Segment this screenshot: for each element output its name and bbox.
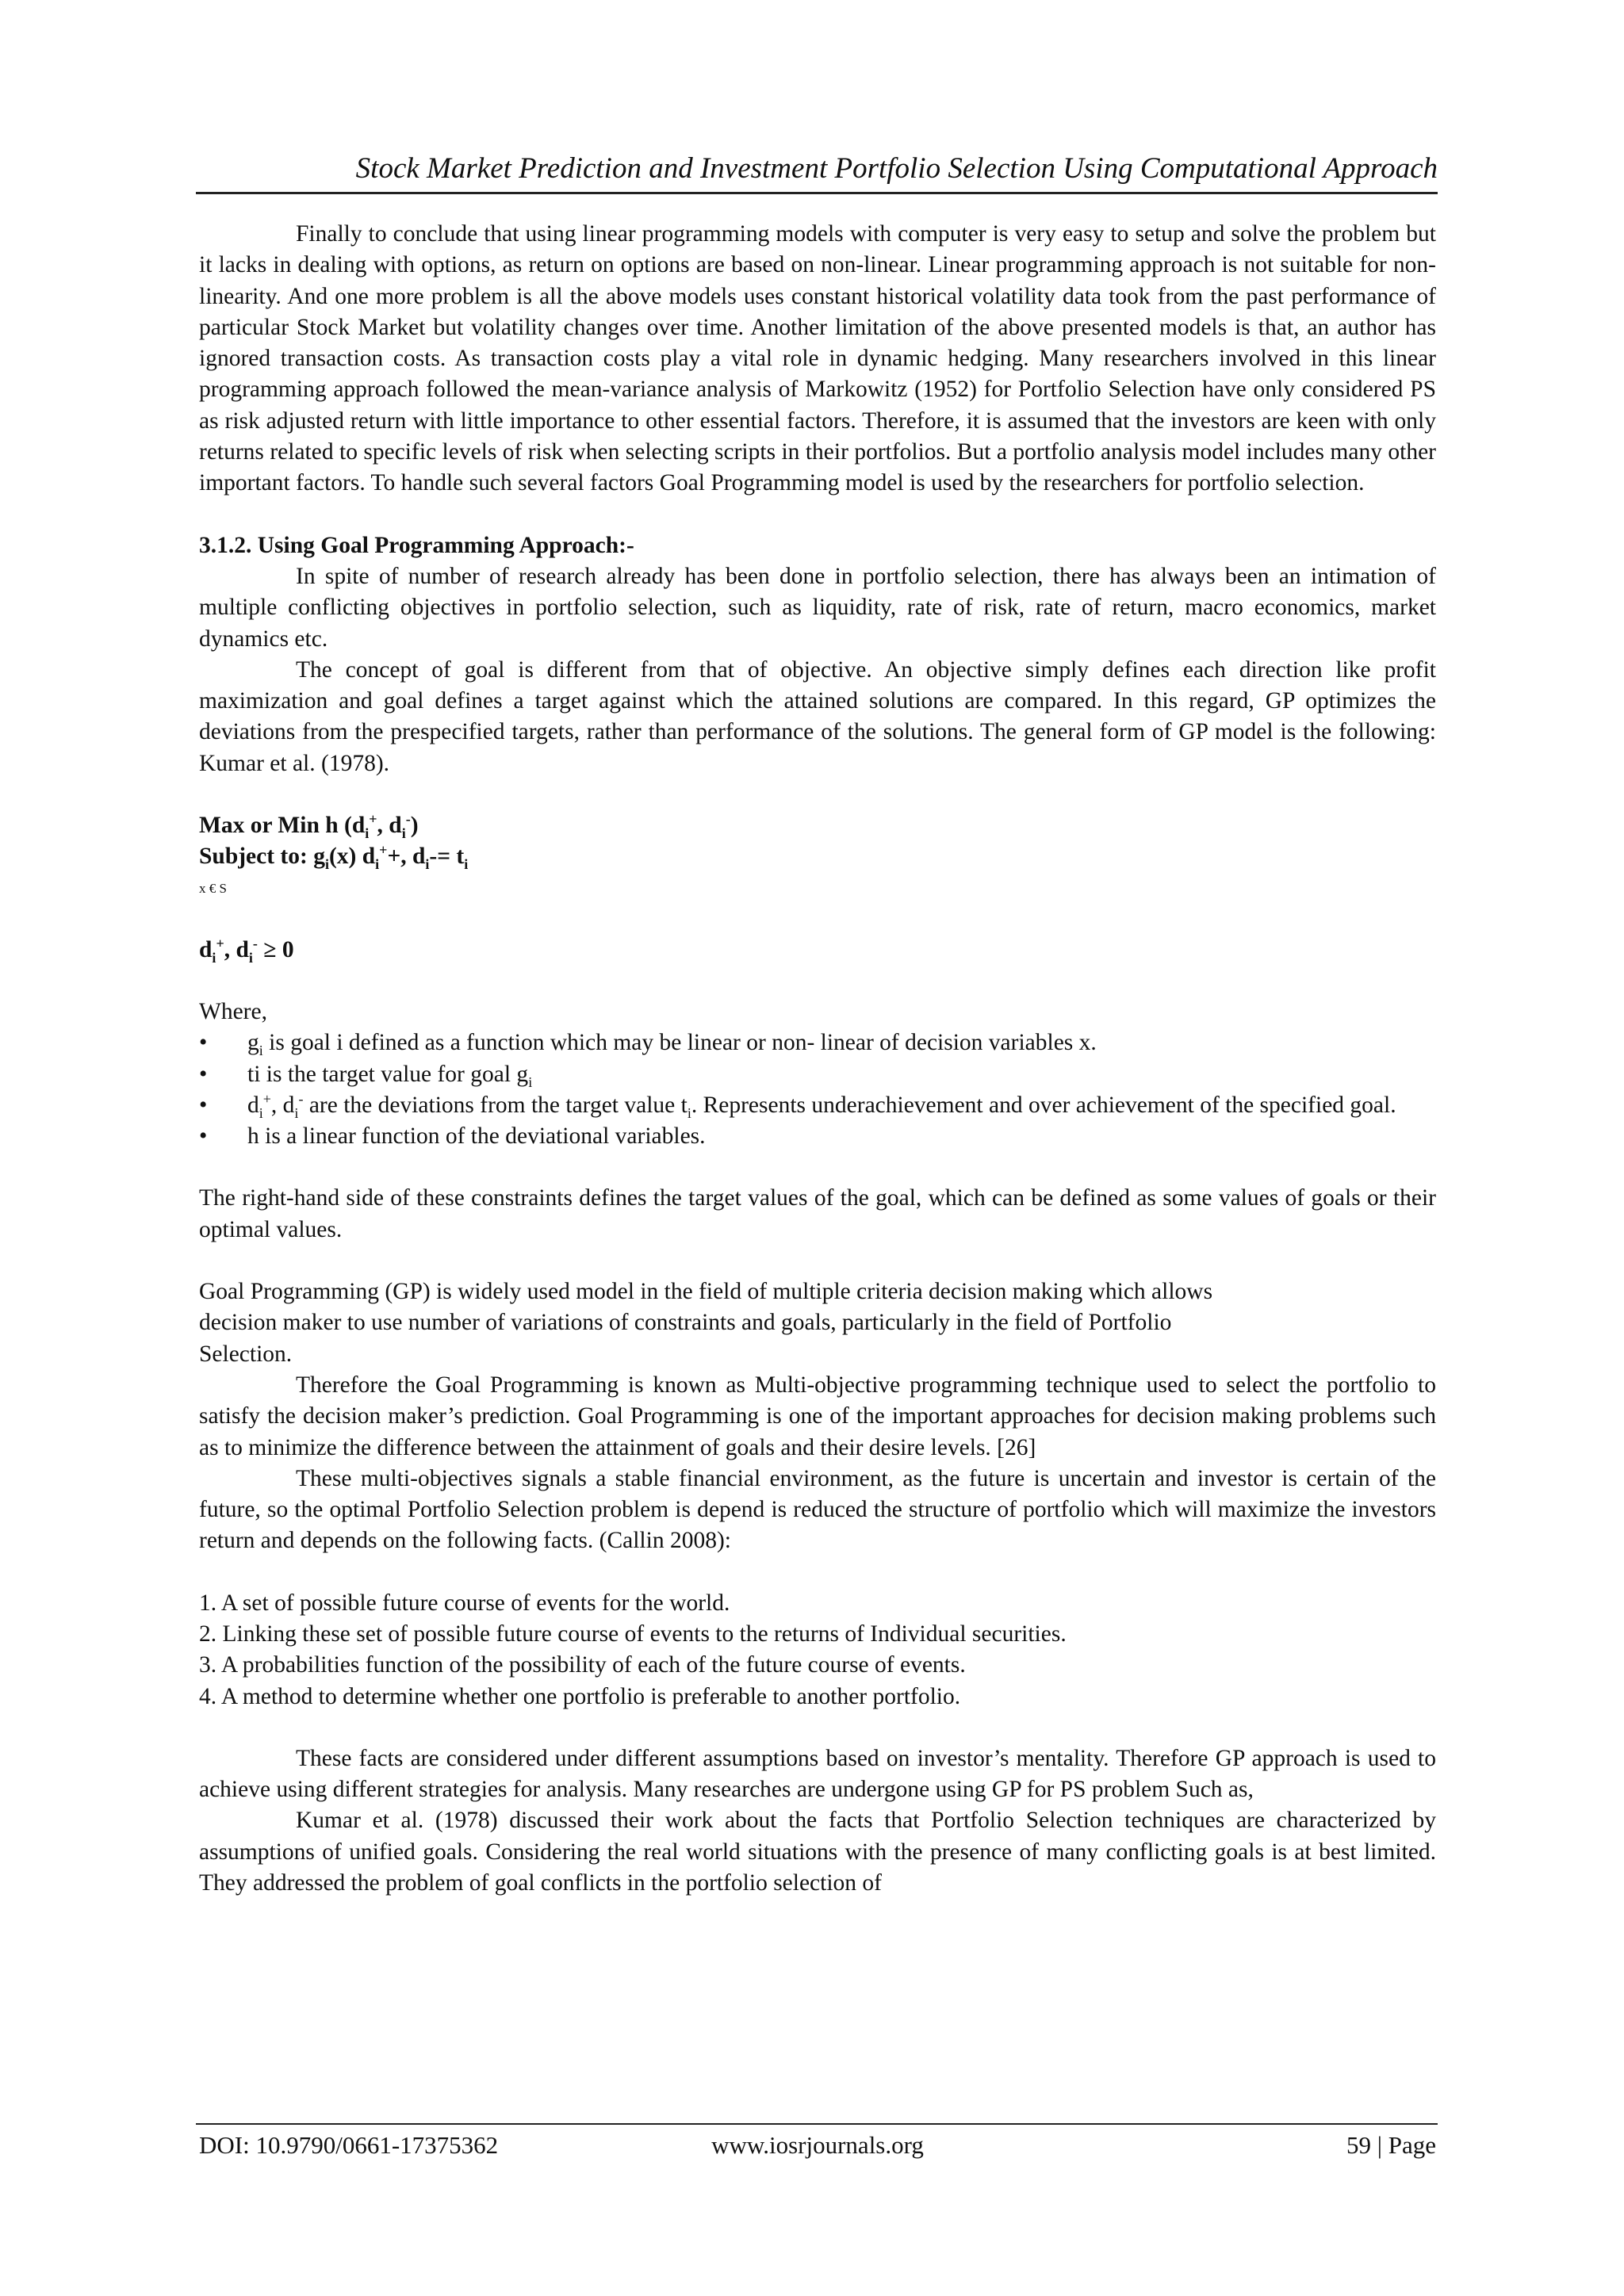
model-objective: Max or Min h ($d_i^+$, $d_i^-$): [199, 811, 419, 841]
paragraph-right-hand-side: The right-hand side of these constraints defines the target values of the goal, which can be defined as some values of goals or their optimal values.: [199, 1185, 1436, 1242]
paragraph-facts-considered: These facts are considered under different assumptions based on investor’s mentality. Therefore GP approach is used to achieve using different strategies for analysis. Many researches are undergone using GP for PS problem Such as,: [199, 1745, 1436, 1803]
section-heading: 3.1.2. Using Goal Programming Approach:-: [199, 532, 634, 558]
paragraph-gp-line-1: Goal Programming (GP) is widely used model in the field of multiple criteria decision making which allows: [199, 1279, 1213, 1305]
model-constraint: Subject to: $g_i(x)$ $d_i^++$, $d_i-= t_i$: [199, 842, 469, 873]
paragraph-in-spite: In spite of number of research already has been done in portfolio selection, there has always been an intimation of multiple conflicting objectives in portfolio selection, such as liquidity, rate of risk, rate of return, macro economics, market dynamics etc.: [199, 563, 1436, 652]
list-item: 1. A set of possible future course of events for the world.: [199, 1590, 730, 1616]
list-item: • ti is the target value for goal $g_i$: [199, 1059, 1436, 1090]
list-item: • $d_i^+$, $d_i^-$ are the deviations from the target value $t_i$. Represents underachievement and over achievement of the specified goal.: [199, 1091, 1396, 1121]
footer-rule: [196, 2123, 1438, 2125]
running-header: Stock Market Prediction and Investment Portfolio Selection Using Computational Approach: [355, 152, 1438, 185]
facts-list: [199, 1588, 1436, 1712]
header-rule: [196, 192, 1438, 194]
where-label: Where,: [199, 998, 267, 1024]
model-domain: x € S: [199, 880, 227, 896]
paragraph-gp-line-3: Selection.: [199, 1341, 293, 1367]
list-item: • $g_i$ is goal i defined as a function which may be linear or non- linear of decision variables x.: [199, 1027, 1436, 1058]
list-item: • h is a linear function of the deviational variables.: [199, 1121, 1436, 1152]
paragraph-gp-line-2: decision maker to use number of variations of constraints and goals, particularly in the field of Portfolio: [199, 1310, 1172, 1336]
bullet-icon: •: [199, 1030, 208, 1056]
bullet-icon: •: [199, 1061, 208, 1087]
footer: [199, 2130, 1436, 2161]
model-nonnegativity: $d_i^+$, $d_i^- \ge 0$: [199, 935, 294, 966]
paragraph-kumar: Kumar et al. (1978) discussed their work about the facts that Portfolio Selection techniques are characterized by assumptions of unified goals. Considering the real world situations with the presence of many conflicting goals is at best limited. They addressed the problem of goal conflicts in the portfolio selection of: [199, 1808, 1436, 1896]
paragraph-concept-of-goal: The concept of goal is different from that of objective. An objective simply defines each direction like profit maximization and goal defines a target against which the attained solutions are compared. In this regard, GP optimizes the deviations from the prespecified targets, rather than performance of the solutions. The general form of GP model is the following: Kumar et al. (1978).: [199, 656, 1436, 776]
body-text: [199, 219, 1436, 1899]
list-item: 2. Linking these set of possible future course of events to the returns of Individual securities.: [199, 1621, 1067, 1647]
bullet-icon: •: [199, 1092, 208, 1118]
paragraph-conclusion: Finally to conclude that using linear programming models with computer is very easy to setup and solve the problem but it lacks in dealing with options, as return on options are based on non-linear. Linear programming approach is not suitable for non-linearity. And one more problem is all the above models uses constant historical volatility data took from the past performance of particular Stock Market but volatility changes over time. Another limitation of the above presented models is that, an author has ignored transaction costs. As transaction costs play a vital role in dynamic hedging. Many researchers involved in this linear programming approach followed the mean-variance analysis of Markowitz (1952) for Portfolio Selection have only considered PS as risk adjusted return with little importance to other essential factors. Therefore, it is assumed that the investors are keen with only returns related to specific levels of risk when selecting scripts in their portfolios. But a portfolio analysis model includes many other important factors. To handle such several factors Goal Programming model is used by the researchers for portfolio selection.: [199, 221, 1436, 496]
list-item: 3. A probabilities function of the possibility of each of the future course of events.: [199, 1652, 966, 1678]
list-item: 4. A method to determine whether one portfolio is preferable to another portfolio.: [199, 1683, 961, 1709]
bullet-icon: •: [199, 1123, 208, 1150]
paragraph-multi-objectives: These multi-objectives signals a stable financial environment, as the future is uncertain and investor is certain of the future, so the optimal Portfolio Selection problem is depend is reduced the structure of portfolio which will maximize the investors return and depends on the following facts. (Callin 2008):: [199, 1465, 1436, 1554]
paragraph-therefore: Therefore the Goal Programming is known as Multi-objective programming technique used to select the portfolio to satisfy the decision maker’s prediction. Goal Programming is one of the important approaches for decision making problems such as to minimize the difference between the attainment of goals and their desire levels. [26]: [199, 1372, 1436, 1460]
definitions-list: [199, 1027, 1436, 1152]
footer-website: www.iosrjournals.org: [711, 2131, 924, 2159]
footer-doi: DOI: 10.9790/0661-17375362: [199, 2131, 499, 2159]
footer-page-number: 59 | Page: [1346, 2131, 1436, 2159]
